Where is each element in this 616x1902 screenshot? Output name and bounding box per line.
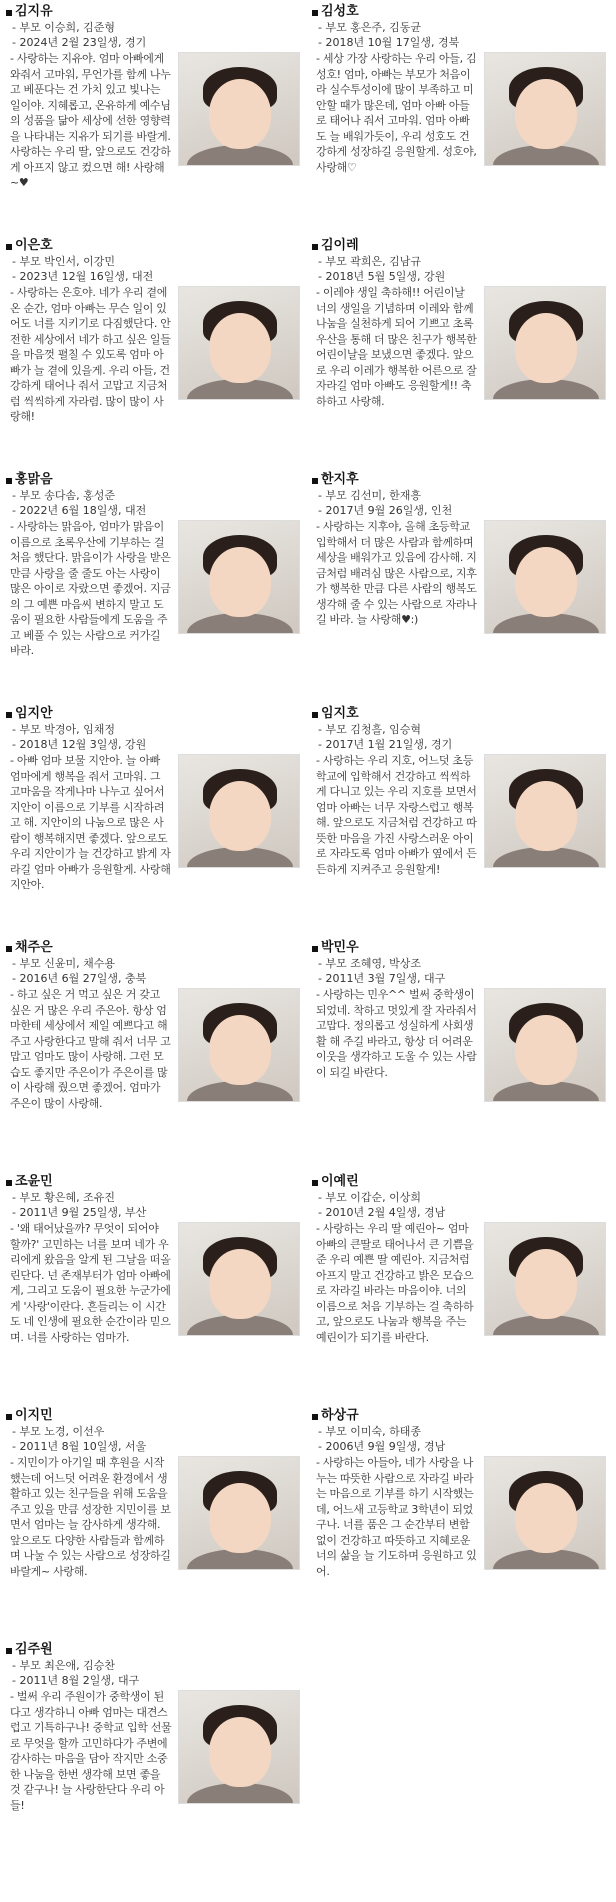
message-text: - 아빠 엄마 보물 지안아. 늘 아빠 엄마에게 행복을 줘서 고마워. 그 고마움을 작게나마 나누고 싶어서 지안이 이름으로 기부를 시작하려고 해. 지안이의 나눔으로 많은 사람이 행복해지면 좋겠다. 앞으로도 우리 지안이가 늘 건강하고 밝게 자라길 엄마 아빠가 응원할게. 사랑해 지안아.: [10, 754, 171, 891]
parents-line: - 부모 최은애, 김승찬: [12, 1659, 115, 1672]
message-text: - 사랑하는 은호야. 네가 우리 곁에 온 순간, 엄마 아빠는 무슨 일이 있어도 너를 지키기로 다짐했단다. 안전한 세상에서 네가 하고 싶은 일들을 마음껏 펼칠 수 있도록 엄마 아빠가 늘 곁에 있을게. 우리 아들, 건강하게 태어나 줘서 고맙고 지금처럼 씩씩하게 자라렴. 많이 많이 사랑해!: [10, 286, 171, 423]
parents-line: - 부모 이승희, 김준형: [12, 21, 115, 34]
message-text: - '왜 태어났을까? 무엇이 되어야 할까?' 고민하는 너를 보며 네가 우리에게 왔음을 알게 된 그날을 떠올린단다. 넌 존재부터가 엄마 아빠에게, 그리고 도움이 필요한 누군가에게 '사랑'이란다. 흔들리는 이 시간도 네 인생에 필요한 순간이라 믿으며. 너를 사랑하는 엄마가.: [10, 1222, 171, 1344]
child-entry: [6, 936, 306, 1170]
message-text: - 사랑하는 민우^^ 벌써 중학생이 되었네. 착하고 멋있게 잘 자라줘서 고맙다. 정의롭고 성실하게 사회생활 해 주길 바라고, 항상 더 어려운 이웃을 생각하고 도울 수 있는 사람이 되길 바란다.: [316, 988, 477, 1079]
parents-line: - 부모 조혜영, 박상조: [318, 957, 421, 970]
child-entry: [6, 1170, 306, 1404]
child-name: 박민우: [312, 940, 612, 956]
child-photo: [484, 52, 606, 166]
child-name: 김주원: [6, 1642, 306, 1658]
birth-line: - 2011년 9월 25일생, 부산: [12, 1206, 147, 1219]
message-text: - 사랑하는 우리 지호, 어느덧 초등학교에 입학해서 건강하고 씩씩하게 다니고 있는 우리 지호를 보면서 엄마 아빠는 너무 자랑스럽고 행복해. 앞으로도 지금처럼 건강하고 따뜻한 마음을 가진 사랑스러운 아이로 자라도록 엄마 아빠가 옆에서 든든하게 지켜주고 응원할게!: [316, 754, 477, 876]
child-photo: [178, 520, 300, 634]
birth-line: - 2017년 1월 21일생, 경기: [318, 738, 453, 751]
child-photo: [178, 52, 300, 166]
child-name: 김성호: [312, 4, 612, 20]
child-photo: [484, 754, 606, 868]
child-name: 이예린: [312, 1174, 612, 1190]
child-photo: [484, 1456, 606, 1570]
birth-line: - 2018년 5월 5일생, 강원: [318, 270, 446, 283]
parents-line: - 부모 신윤미, 채수용: [12, 957, 115, 970]
child-entry: [6, 1404, 306, 1638]
child-name: 이은호: [6, 238, 306, 254]
parents-line: - 부모 김청흘, 임승혁: [318, 723, 421, 736]
message-text: - 사랑하는 맑음아, 엄마가 맑음이 이름으로 초록우산에 기부하는 걸 처음 했단다. 맑음이가 사랑을 받은 만큼 사랑을 줄 줄도 아는 사랑이 많은 아이로 자랐으면 좋겠어. 지금의 그 예쁜 마음씨 변하지 말고 도움이 필요한 사람들에게 도움을 주고 베풀 수 있는 사람으로 커가길 바라.: [10, 520, 171, 657]
parents-line: - 부모 곽희은, 김남규: [318, 255, 421, 268]
child-entry: [312, 1170, 612, 1404]
child-entry: [312, 936, 612, 1170]
child-name: 한지후: [312, 472, 612, 488]
child-name: 조윤민: [6, 1174, 306, 1190]
message-text: - 이레야 생일 축하해!! 어린이날 너의 생일을 기념하며 이레와 함께 나눔을 실천하게 되어 기쁘고 초록우산을 통해 더 많은 친구가 행복한 어린이날을 보냈으면 좋겠다. 앞으로 우리 이레가 행복한 어른으로 잘 자라길 엄마 아빠도 응원할게!! 축하하고 사랑해.: [316, 286, 477, 408]
child-entry: [6, 702, 306, 936]
child-photo: [178, 1456, 300, 1570]
child-name: 임지호: [312, 706, 612, 722]
child-photo: [178, 1690, 300, 1804]
message-text: - 사랑하는 우리 딸 예린아~ 엄마 아빠의 큰딸로 태어나서 큰 기쁨을 준 우리 예쁜 딸 예린아. 지금처럼 아프지 말고 건강하고 밝은 모습으로 자라길 바라는 마음이야. 너의 이름으로 처음 기부하는 걸 축하하고, 앞으로도 나눔과 행복을 주는 예린이가 되기를 바란다.: [316, 1222, 474, 1344]
parents-line: - 부모 박경아, 임채정: [12, 723, 115, 736]
birth-line: - 2006년 9월 9일생, 경남: [318, 1440, 446, 1453]
child-name: 김지유: [6, 4, 306, 20]
child-name: 채주은: [6, 940, 306, 956]
child-photo: [484, 988, 606, 1102]
child-photo: [484, 286, 606, 400]
child-photo: [484, 520, 606, 634]
child-entry: [6, 1638, 306, 1872]
birth-line: - 2018년 10월 17일생, 경북: [318, 36, 460, 49]
child-photo: [178, 754, 300, 868]
child-name: 이지민: [6, 1408, 306, 1424]
child-entry: [312, 0, 612, 234]
parents-line: - 부모 황은혜, 조유진: [12, 1191, 115, 1204]
child-entry: [312, 702, 612, 936]
child-entry: [312, 468, 612, 702]
child-name: 하상규: [312, 1408, 612, 1424]
child-name: 홍맑음: [6, 472, 306, 488]
message-text: - 지민이가 아기일 때 후원을 시작했는데 어느덧 어려운 환경에서 생활하고 있는 친구들을 위해 도움을 주고 있을 만큼 성장한 지민이를 보면서 엄마는 늘 감사하게 생각해. 앞으로도 다양한 사람들과 함께하며 나눌 수 있는 사람으로 성장하길 바랄게~ 사랑해.: [10, 1456, 171, 1578]
birth-line: - 2010년 2월 4일생, 경남: [318, 1206, 446, 1219]
child-photo: [178, 286, 300, 400]
birth-line: - 2016년 6월 27일생, 충북: [12, 972, 147, 985]
birth-line: - 2011년 8월 2일생, 대구: [12, 1674, 140, 1687]
child-photo: [178, 988, 300, 1102]
parents-line: - 부모 박인서, 이강민: [12, 255, 115, 268]
child-name: 임지안: [6, 706, 306, 722]
parents-line: - 부모 김선미, 한재흥: [318, 489, 421, 502]
child-entry: [312, 1404, 612, 1638]
message-text: - 사랑하는 아들아, 네가 사랑을 나누는 따뜻한 사람으로 자라길 바라는 마음으로 기부를 하기 시작했는데, 어느새 고등학교 3학년이 되었구나. 너를 품은 그 순간부터 변함없이 건강하고 따뜻하고 지혜로운 너의 삶을 늘 기도하며 응원하고 있어.: [316, 1456, 477, 1578]
child-name: 김이레: [312, 238, 612, 254]
message-text: - 사랑하는 지후야, 올해 초등학교 입학해서 더 많은 사람과 함께하며 세상을 배워가고 있음에 감사해. 지금처럼 배려심 많은 사람으로, 지후가 행복한 만큼 다른 사람의 행복도 생각해 줄 수 있는 사람으로 자라나길 바라. 늘 사랑해♥:): [316, 520, 477, 626]
parents-line: - 부모 이갑순, 이상희: [318, 1191, 421, 1204]
message-text: - 세상 가장 사랑하는 우리 아들, 김성호! 엄마, 아빠는 부모가 처음이라 실수투성이에 많이 부족하고 미안할 때가 많은데, 엄마 아빠 아들로 태어나 줘서 고마워. 엄마 아빠도 늘 배워가듯이, 우리 성호도 건강하게 성장하길 응원할게. 성호야, 사랑해♡: [316, 52, 477, 174]
birth-line: - 2018년 12월 3일생, 강원: [12, 738, 147, 751]
child-entry: [312, 234, 612, 468]
child-entry: [6, 468, 306, 702]
message-text: - 하고 싶은 거 먹고 싶은 거 갖고 싶은 거 많은 우리 주은아. 항상 엄마한테 세상에서 제일 예쁘다고 해주고 사랑한다고 말해 줘서 너무 고맙고 엄마도 많이 사랑해. 그런 모습도 좋지만 주은이가 주은이를 많이 사랑해 줬으면 좋겠어. 엄마가 주은이 많이 사랑해.: [10, 988, 171, 1110]
message-text: - 사랑하는 지유야. 엄마 아빠에게 와줘서 고마워, 무언가를 함께 나누고 베푼다는 건 가치 있고 빛나는 일이야. 지혜롭고, 온유하게 예수님의 성품을 닮아 세상에 선한 영향력을 나타내는 지유가 되기를 바랄게. 사랑하는 우리 딸, 앞으로도 건강하게 아프지 않고 컸으면 해! 사랑해~♥: [10, 52, 171, 189]
parents-line: - 부모 홍은주, 김동균: [318, 21, 421, 34]
parents-line: - 부모 노경, 이선우: [12, 1425, 105, 1438]
birth-line: - 2017년 9월 26일생, 인천: [318, 504, 453, 517]
child-entry: [6, 0, 306, 234]
birth-line: - 2024년 2월 23일생, 경기: [12, 36, 147, 49]
message-text: - 벌써 우리 주원이가 중학생이 된다고 생각하니 아빠 엄마는 대견스럽고 기특하구나! 중학교 입학 선물로 무엇을 할까 고민하다가 주변에 감사하는 마음을 담아 작지만 소중한 나눔을 한번 생각해 보면 좋을 것 같구나! 늘 사랑한단다 우리 아들!: [10, 1690, 172, 1812]
right-column: [312, 0, 612, 1638]
left-column: [6, 0, 306, 1872]
child-entry: [6, 234, 306, 468]
birth-line: - 2023년 12월 16일생, 대전: [12, 270, 154, 283]
birth-line: - 2011년 3월 7일생, 대구: [318, 972, 446, 985]
child-photo: [484, 1222, 606, 1336]
birth-line: - 2022년 6월 18일생, 대전: [12, 504, 147, 517]
parents-line: - 부모 송다솜, 홍성준: [12, 489, 115, 502]
child-photo: [178, 1222, 300, 1336]
birth-line: - 2011년 8월 10일생, 서울: [12, 1440, 147, 1453]
parents-line: - 부모 이미숙, 하태종: [318, 1425, 421, 1438]
